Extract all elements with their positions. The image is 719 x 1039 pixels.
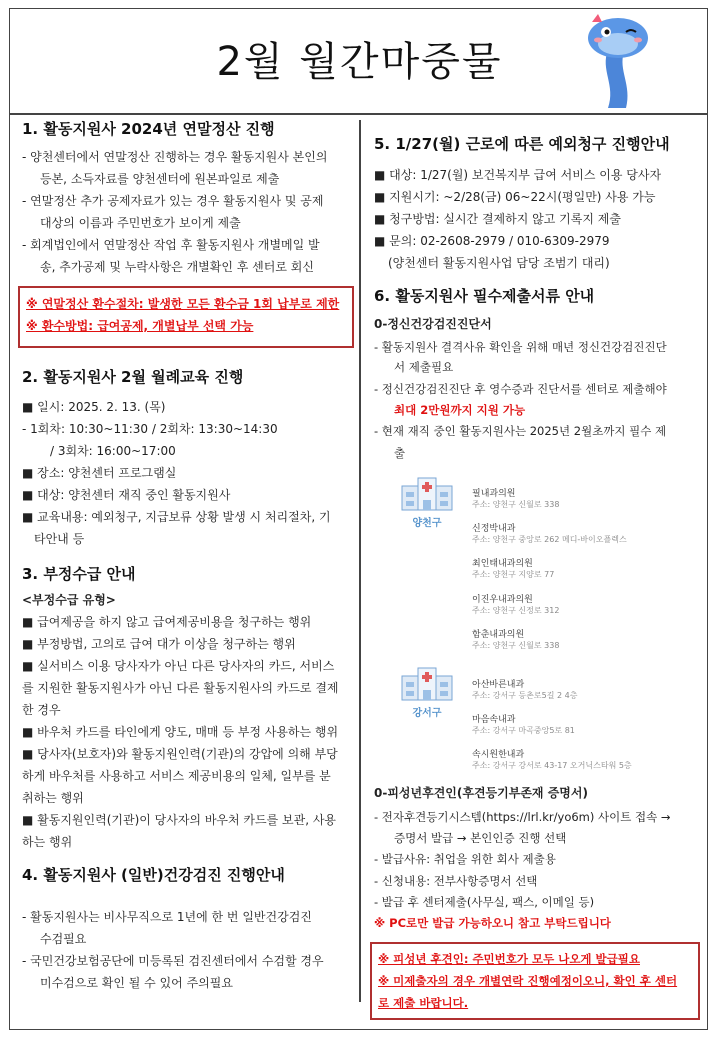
- section4-line: 미수검으로 확인 될 수 있어 주의필요: [40, 976, 233, 990]
- section6-line: - 전자후견등기시스템(https://lrl.kr/yo6m) 사이트 접속 →: [374, 810, 671, 824]
- section5-line: ■ 지원시기: ~2/28(금) 06~22시(평일만) 사용 가능: [374, 190, 656, 204]
- section6-line: - 활동지원사 결격사유 확인을 위해 매년 정신건강검진진단: [374, 340, 667, 354]
- hospital-address: 주소: 양천구 지양로 77: [472, 570, 555, 579]
- section2-line: ■ 일시: 2025. 2. 13. (목): [22, 400, 166, 414]
- section6-line: - 신청내용: 전부사항증명서 선택: [374, 874, 538, 888]
- section6-subheading: 0-정신건강검진진단서: [374, 317, 492, 331]
- section2-line: - 1회차: 10:30~11:30 / 2회차: 13:30~14:30: [22, 422, 278, 436]
- section1-line: - 양천센터에서 연말정산 진행하는 경우 활동지원사 본인의: [22, 150, 328, 164]
- section6-warning: 로 제출 바랍니다.: [378, 996, 469, 1010]
- hospital-address: 주소: 양천구 중앙로 262 메디-바이오플렉스: [472, 535, 627, 544]
- section1-line: 등본, 소득자료를 양천센터에 원본파일로 제출: [40, 172, 280, 186]
- hospital-address: 주소: 양천구 신월로 338: [472, 500, 560, 509]
- section6-warning: ※ 미제출자의 경우 개별연락 진행예정이오니, 확인 후 센터: [378, 974, 678, 988]
- section6-line: 증명서 발급 → 본인인증 진행 선택: [394, 831, 567, 845]
- section2-line: ■ 장소: 양천센터 프로그램실: [22, 466, 177, 480]
- section5-line: ■ 청구방법: 실시간 결제하지 않고 기록지 제출: [374, 212, 621, 226]
- section3-line: 한 경우: [22, 703, 61, 717]
- hospital-name: 마음속내과: [472, 715, 516, 725]
- section6-line: - 정신건강검진진단 후 영수증과 진단서를 센터로 제출해야: [374, 382, 667, 396]
- section3-line: ■ 실서비스 이용 당사자가 아닌 다른 당사자의 카드, 서비스: [22, 659, 335, 673]
- section6-note: ※ PC로만 발급 가능하오니 참고 부탁드립니다: [374, 916, 611, 930]
- section2-line: / 3회차: 16:00~17:00: [50, 444, 176, 458]
- section2-line: ■ 대상: 양천센터 재직 중인 활동지원사: [22, 488, 231, 502]
- section1-warning: ※ 환수방법: 급여공제, 개별납부 선택 가능: [26, 319, 254, 333]
- hospital-name: 이진우내과의원: [472, 595, 533, 605]
- hospital-name: 필내과의원: [472, 489, 516, 499]
- hospital-address: 주소: 양천구 신정로 312: [472, 606, 560, 615]
- section6-line: - 발급 후 센터제출(사무실, 팩스, 이메일 등): [374, 895, 595, 909]
- hospital-name: 신정박내과: [472, 524, 516, 534]
- page-title: 2월 월간마중물: [216, 39, 503, 85]
- section3-line: ■ 부정방법, 고의로 급여 대가 이상을 청구하는 행위: [22, 637, 296, 651]
- hospital-address: 주소: 양천구 신월로 338: [472, 641, 560, 650]
- section6-line: - 현재 재직 중인 활동지원사는 2025년 2월초까지 필수 제: [374, 424, 667, 438]
- hospital-name: 함춘내과의원: [472, 630, 525, 640]
- section1-line: 송, 추가공제 및 누락사항은 개별확인 후 센터로 회신: [40, 260, 314, 274]
- section1-line: - 회계법인에서 연말정산 작업 후 활동지원사 개별메일 발: [22, 238, 320, 252]
- section5-line: ■ 대상: 1/27(월) 보건복지부 급여 서비스 이용 당사자: [374, 168, 662, 182]
- section4-line: 수검필요: [40, 932, 87, 946]
- section6-warning: ※ 피성년 후견인: 주민번호가 모두 나오게 발급필요: [378, 952, 640, 966]
- section1-line: 대상의 이름과 주민번호가 보이게 제출: [40, 216, 241, 230]
- hospital-name: 아산바른내과: [472, 680, 525, 690]
- section6-heading: 6. 활동지원사 필수제출서류 안내: [374, 287, 595, 305]
- section3-line: ■ 급여제공을 하지 않고 급여제공비용을 청구하는 행위: [22, 615, 312, 629]
- district-label-yangcheon: 양천구: [412, 518, 442, 529]
- section6-line: - 발급사유: 취업을 위한 회사 제출용: [374, 852, 556, 866]
- section6-line: 서 제출필요: [394, 360, 454, 374]
- section5-heading: 5. 1/27(월) 근로에 따른 예외청구 진행안내: [374, 135, 670, 153]
- section2-line: ■ 교육내용: 예외청구, 지급보류 상황 발생 시 처리절차, 기: [22, 510, 331, 524]
- section3-line: 하는 행위: [22, 835, 73, 849]
- section4-heading: 4. 활동지원사 (일반)건강검진 진행안내: [22, 866, 285, 884]
- section5-line: ■ 문의: 02-2608-2979 / 010-6309-2979: [374, 234, 610, 248]
- section2-line: 타안내 등: [34, 532, 85, 546]
- section3-subheading: <부정수급 유형>: [22, 593, 116, 607]
- hospital-name: 최인태내과의원: [472, 559, 533, 569]
- section3-heading: 3. 부정수급 안내: [22, 565, 136, 583]
- section2-heading: 2. 활동지원사 2월 월례교육 진행: [22, 368, 244, 386]
- hospital-name: 속시원한내과: [472, 750, 525, 760]
- hospital-address: 주소: 강서구 강서로 43-17 오거닉스타워 5층: [472, 761, 632, 770]
- section3-line: 를 지원한 활동지원사가 아닌 다른 활동지원사의 카드로 결제: [22, 681, 339, 695]
- section1-line: - 연말정산 추가 공제자료가 있는 경우 활동지원사 및 공제: [22, 194, 324, 208]
- section3-line: 취하는 행위: [22, 791, 84, 805]
- hospital-building-icon: [398, 474, 456, 512]
- hospital-address: 주소: 강서구 등촌로5길 2 4층: [472, 691, 578, 700]
- section1-heading: 1. 활동지원사 2024년 연말정산 진행: [22, 120, 275, 138]
- mascot-illustration: [578, 10, 658, 110]
- section1-warning: ※ 연말정산 환수절차: 발생한 모든 환수금 1회 납부로 제한: [26, 297, 340, 311]
- section6-highlight: 최대 2만원까지 지원 가능: [394, 403, 526, 417]
- section4-line: - 국민건강보험공단에 미등록된 검진센터에서 수검할 경우: [22, 954, 324, 968]
- column-divider: [359, 120, 361, 1002]
- district-label-gangseo: 강서구: [412, 708, 442, 719]
- section6-line: 출: [394, 446, 406, 460]
- hospital-address: 주소: 강서구 마곡중앙5로 81: [472, 726, 575, 735]
- section5-line: (양천센터 활동지원사업 담당 조범기 대리): [388, 256, 610, 270]
- section3-line: 하게 바우처를 사용하고 서비스 제공비용의 일체, 일부를 분: [22, 769, 331, 783]
- section6-subheading: 0-피성년후견인(후견등기부존재 증명서): [374, 786, 588, 800]
- section3-line: ■ 활동지원인력(기관)이 당사자의 바우처 카드를 보관, 사용: [22, 813, 337, 827]
- section3-line: ■ 바우처 카드를 타인에게 양도, 매매 등 부정 사용하는 행위: [22, 725, 339, 739]
- section3-line: ■ 당사자(보호자)와 활동지원인력(기관)의 강압에 의해 부당: [22, 747, 338, 761]
- section4-line: - 활동지원사는 비사무직으로 1년에 한 번 일반건강검진: [22, 910, 312, 924]
- header-divider: [10, 113, 707, 115]
- hospital-building-icon: [398, 664, 456, 702]
